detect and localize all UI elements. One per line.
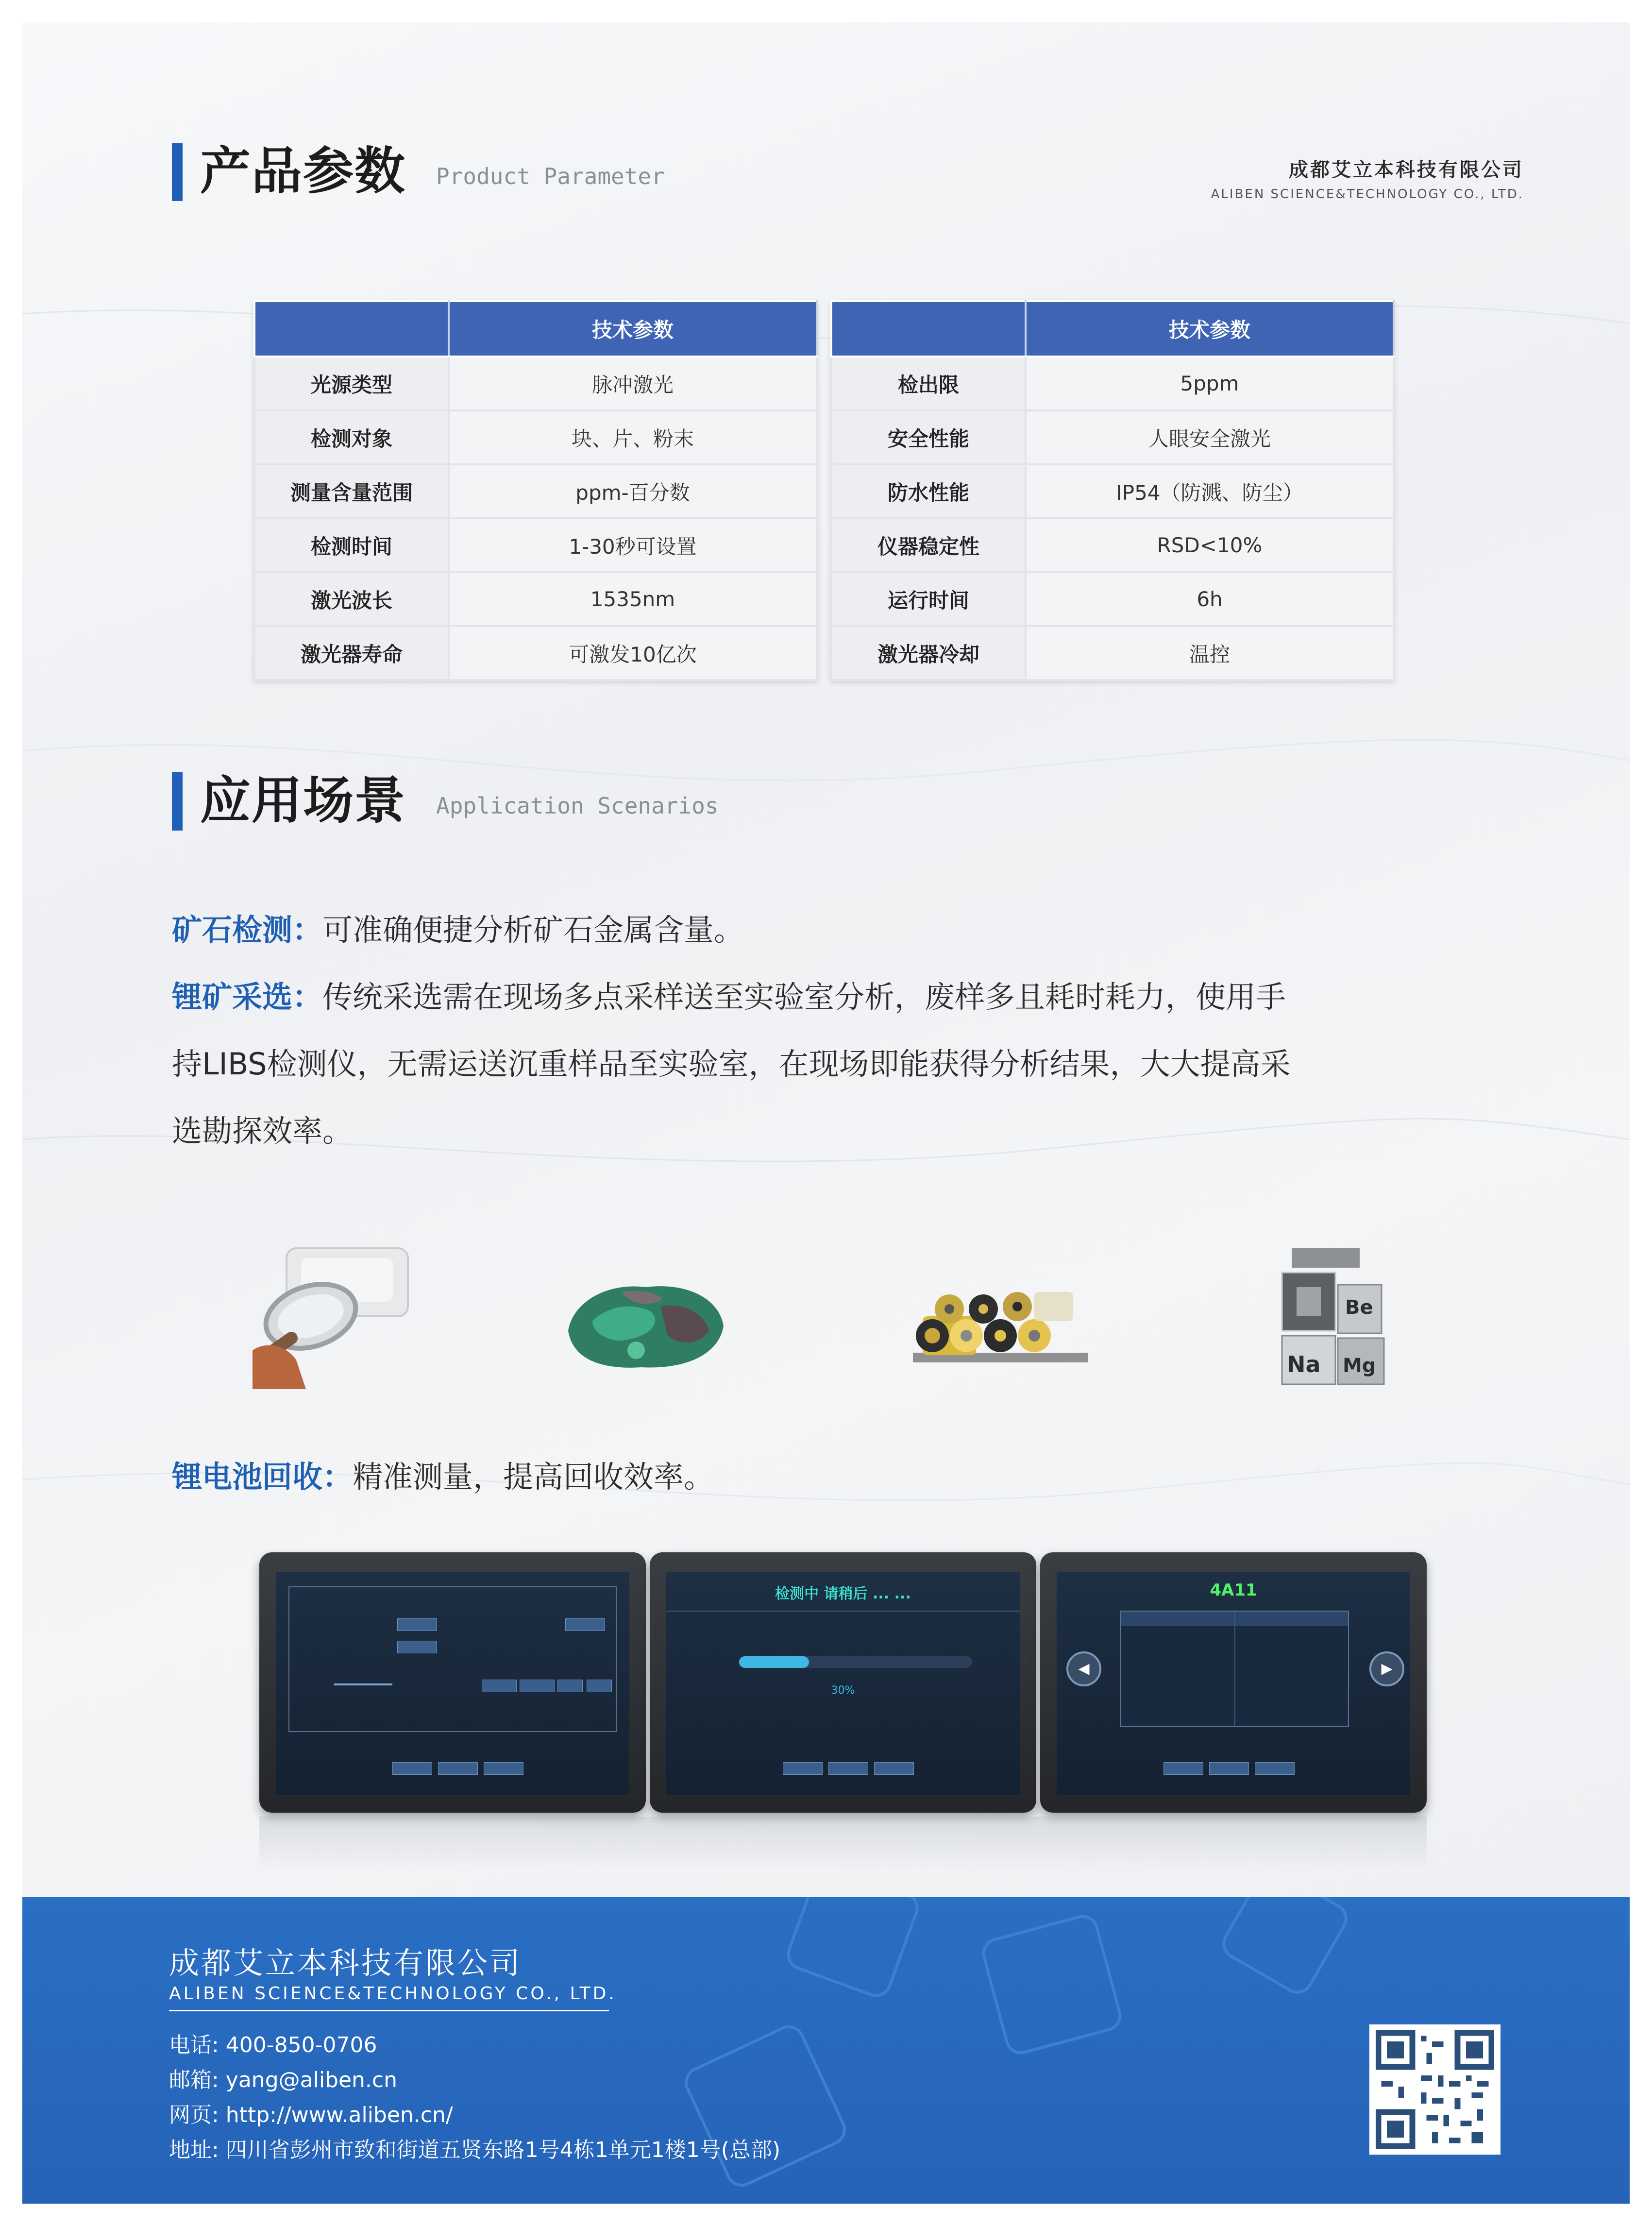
footer-underline (169, 2010, 609, 2011)
result-table (1120, 1611, 1349, 1727)
setting-button[interactable] (520, 1680, 555, 1692)
table-row (254, 410, 817, 464)
progress-label: 30% (831, 1684, 855, 1697)
footer-email: 邮箱: yang@aliben.cn (169, 2068, 397, 2092)
table-header-row (831, 301, 1394, 357)
setting-button[interactable] (482, 1680, 517, 1692)
battery-text: 精准测量，提高回收效率。 (353, 1459, 714, 1495)
app-title-en: Application Scenarios (436, 793, 719, 819)
nav-button[interactable] (438, 1762, 478, 1775)
param-key: 检出限 (831, 357, 1026, 410)
result-table-divider (1234, 1612, 1235, 1726)
battery-label: 锂电池回收： (172, 1459, 353, 1495)
table-row (831, 357, 1394, 410)
lithium-line-1 (172, 964, 1286, 1031)
footer-company-cn: 成都艾立本科技有限公司 (169, 1945, 522, 1981)
progress-fill (739, 1656, 809, 1668)
param-key: 防水性能 (831, 464, 1026, 518)
element-na-label: Na (1287, 1351, 1321, 1377)
ore-text: 可准确便捷分析矿石金属含量。 (322, 912, 744, 948)
param-value: 人眼安全激光 (1026, 410, 1394, 464)
setting-button[interactable] (587, 1680, 612, 1692)
table-header: 技术参数 (1026, 301, 1394, 357)
nav-button[interactable] (484, 1762, 523, 1775)
param-value: 6h (1026, 572, 1394, 626)
footer-company-en: ALIBEN SCIENCE&TECHNOLOGY CO., LTD. (169, 1984, 617, 2004)
qr-code-icon (1369, 2024, 1500, 2155)
setting-button[interactable] (397, 1618, 437, 1631)
progress-display (666, 1572, 1020, 1795)
footer (22, 1897, 1630, 2204)
nav-button[interactable] (783, 1762, 823, 1775)
param-value: RSD<10% (1026, 518, 1394, 572)
spec-table-right (830, 300, 1395, 681)
prev-arrow-icon[interactable]: ◀ (1066, 1651, 1101, 1686)
table-row (254, 626, 817, 680)
settings-slider[interactable] (334, 1683, 392, 1685)
table-row (254, 464, 817, 518)
device-settings-screen (259, 1552, 646, 1813)
table-row (831, 518, 1394, 572)
heading-accent-bar (172, 143, 183, 201)
footer-website: 网页: http://www.aliben.cn/ (169, 2103, 453, 2127)
param-value: 可激发10亿次 (449, 626, 817, 680)
param-value: 5ppm (1026, 357, 1394, 410)
divider (666, 1611, 1020, 1612)
element-be-label: Be (1345, 1296, 1373, 1319)
table-header-empty (254, 301, 449, 357)
table-header: 技术参数 (449, 301, 817, 357)
result-display (1057, 1572, 1410, 1795)
param-value: 温控 (1026, 626, 1394, 680)
table-row (831, 410, 1394, 464)
app-title-cn: 应用场景 (200, 771, 406, 830)
setting-button[interactable] (557, 1680, 583, 1692)
param-key: 安全性能 (831, 410, 1026, 464)
table-row (831, 572, 1394, 626)
param-key: 激光器寿命 (254, 626, 449, 680)
table-row (831, 464, 1394, 518)
settings-display (276, 1572, 629, 1795)
element-mg-label: Mg (1343, 1355, 1376, 1377)
device-result-screen (1040, 1552, 1427, 1813)
table-header-empty (831, 301, 1026, 357)
param-key: 测量含量范围 (254, 464, 449, 518)
company-name-en: ALIBEN SCIENCE&TECHNOLOGY CO., LTD. (1211, 187, 1524, 202)
device-reflection (259, 1817, 1427, 1870)
nav-button[interactable] (828, 1762, 868, 1775)
param-value: 块、片、粉末 (449, 410, 817, 464)
lithium-label: 锂矿采选： (172, 979, 323, 1015)
next-arrow-icon[interactable]: ▶ (1369, 1651, 1404, 1686)
ore-rock-image (563, 1263, 728, 1375)
lithium-line-2: 持LIBS检测仪，无需运送沉重样品至实验室，在现场即能获得分析结果，大大提高采 (172, 1046, 1291, 1082)
battery-paragraph (172, 1444, 714, 1511)
table-header-row (254, 301, 817, 357)
params-title-en: Product Parameter (436, 163, 665, 189)
nav-button[interactable] (874, 1762, 914, 1775)
param-value: 脉冲激光 (449, 357, 817, 410)
setting-button[interactable] (397, 1641, 437, 1653)
param-value: IP54（防溅、防尘） (1026, 464, 1394, 518)
table-row (831, 626, 1394, 680)
progress-track (739, 1656, 972, 1668)
device-progress-screen (650, 1552, 1036, 1813)
param-key: 运行时间 (831, 572, 1026, 626)
company-name-cn: 成都艾立本科技有限公司 (1289, 158, 1524, 181)
param-key: 光源类型 (254, 357, 449, 410)
settings-panel (288, 1586, 617, 1732)
result-title: 4A11 (1210, 1580, 1257, 1600)
param-value: 1-30秒可设置 (449, 518, 817, 572)
ore-paragraph (172, 897, 744, 964)
table-row (254, 357, 817, 410)
param-value: 1535nm (449, 572, 817, 626)
company-logo-text (1211, 154, 1524, 202)
lithium-line-3: 选勘探效率。 (172, 1113, 353, 1149)
magnifier-sample-image (253, 1243, 413, 1389)
spec-table-left (253, 300, 818, 681)
param-key: 检测对象 (254, 410, 449, 464)
setting-button[interactable] (565, 1618, 605, 1631)
nav-button[interactable] (392, 1762, 432, 1775)
table-row (254, 518, 817, 572)
periodic-element-tiles-image (1277, 1248, 1389, 1389)
param-key: 激光器冷却 (831, 626, 1026, 680)
param-key: 检测时间 (254, 518, 449, 572)
footer-phone: 电话: 400-850-0706 (169, 2033, 377, 2057)
heading-accent-bar (172, 772, 183, 831)
param-key: 激光波长 (254, 572, 449, 626)
footer-address: 地址: 四川省彭州市致和街道五贤东路1号4栋1单元1楼1号(总部) (169, 2138, 781, 2162)
ore-label: 矿石检测： (172, 912, 323, 948)
params-title-cn: 产品参数 (200, 141, 406, 201)
status-text: 检测中 请稍后 ... ... (775, 1585, 911, 1602)
table-row (254, 572, 817, 626)
nav-button[interactable] (1255, 1762, 1295, 1775)
param-key: 仪器稳定性 (831, 518, 1026, 572)
nav-button[interactable] (1163, 1762, 1203, 1775)
lithium-text-1: 传统采选需在现场多点采样送至实验室分析，废样多且耗时耗力，使用手 (322, 979, 1286, 1015)
param-value: ppm-百分数 (449, 464, 817, 518)
nav-button[interactable] (1209, 1762, 1249, 1775)
battery-cells-image (913, 1282, 1088, 1365)
